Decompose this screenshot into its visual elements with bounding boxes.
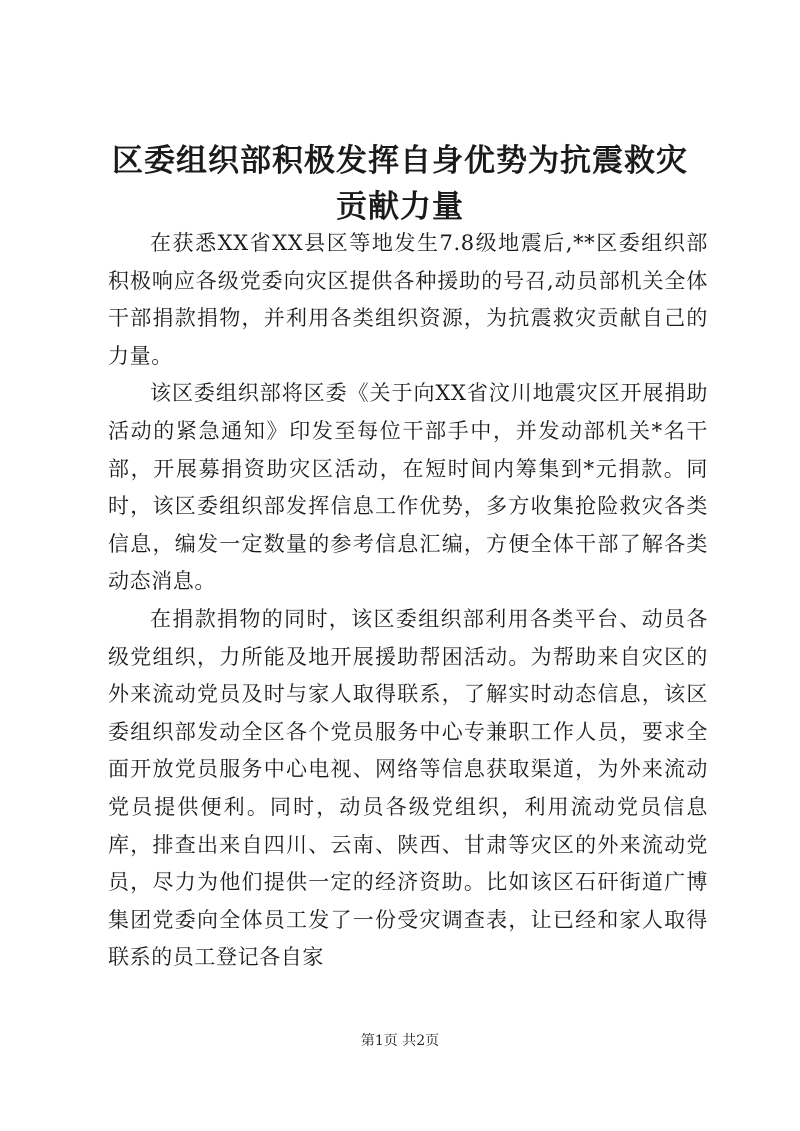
- paragraph: 在获悉XX省XX县区等地发生7.8级地震后,**区委组织部积极响应各级党委向灾区提供各种援助的号召,动员部机关全体干部捐款捐物，并利用各类组织资源，为抗震救灾贡献自己的力量。: [108, 231, 708, 368]
- paragraph: 该区委组织部将区委《关于向XX省汶川地震灾区开展捐助活动的紧急通知》印发至每位干部手中，并发动部机关*名干部，开展募捐资助灾区活动，在短时间内筹集到*元捐款。同时，该区委组织部发挥信息工作优势，多方收集抢险救灾各类信息，编发一定数量的参考信息汇编，方便全体干部了解各类动态消息。: [108, 381, 708, 594]
- document-title: 区委组织部积极发挥自身优势为抗震救灾贡献力量: [112, 143, 688, 225]
- document-body: [108, 225, 708, 977]
- page-number-footer: 第1页 共2页: [360, 1033, 440, 1049]
- paragraph: 在捐款捐物的同时，该区委组织部利用各类平台、动员各级党组织，力所能及地开展援助帮困活动。为帮助来自灾区的外来流动党员及时与家人取得联系，了解实时动态信息，该区委组织部发动全区各个党员服务中心专兼职工作人员，要求全面开放党员服务中心电视、网络等信息获取渠道，为外来流动党员提供便利。同时，动员各级党组织，利用流动党员信息库，排查出来自四川、云南、陕西、甘肃等灾区的外来流动党员，尽力为他们提供一定的经济资助。比如该区石矸街道广博集团党委向全体员工发了一份受灾调查表，让已经和家人取得联系的员工登记各自家: [108, 606, 708, 970]
